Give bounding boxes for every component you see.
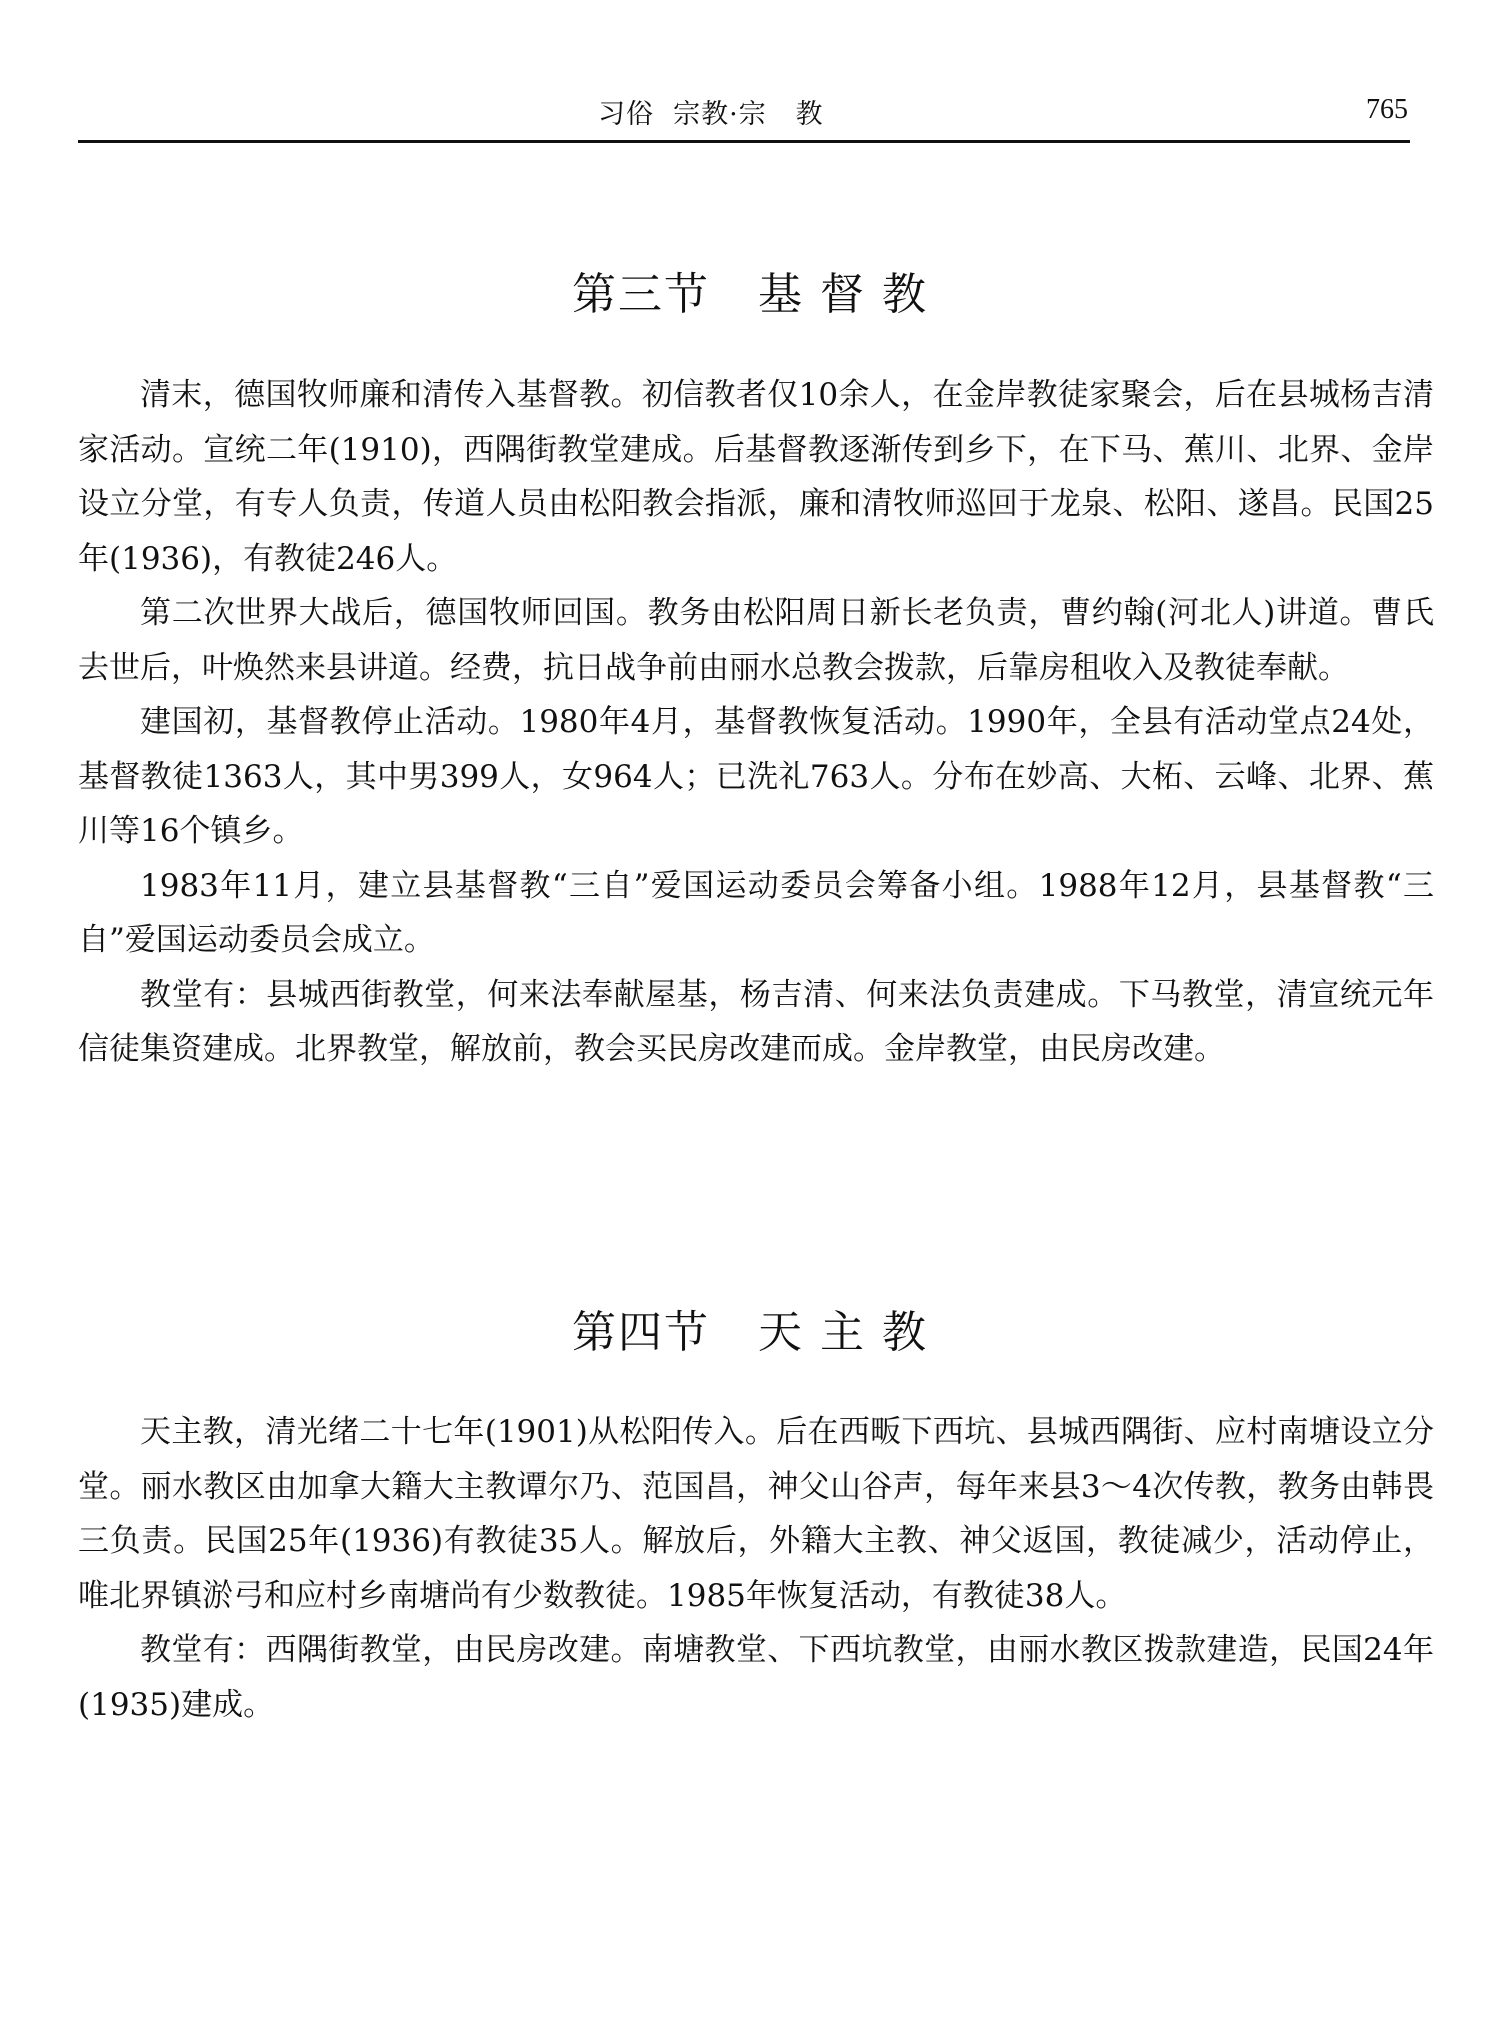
- paragraph: 建国初，基督教停止活动。1980年4月，基督教恢复活动。1990年，全县有活动堂点24处，基督教徒1363人，其中男399人，女964人；已洗礼763人。分布在妙高、大柘、云峰、北界、蕉川等16个镇乡。: [78, 704, 1434, 849]
- running-header: [78, 88, 1410, 143]
- section-heading-christianity: 第三节 基 督 教: [572, 269, 928, 320]
- paragraph: 教堂有：县城西街教堂，何来法奉献屋基，杨吉清、何来法负责建成。下马教堂，清宣统元年信徒集资建成。北界教堂，解放前，教会买民房改建而成。金岸教堂，由民房改建。: [78, 976, 1434, 1067]
- section-body-christianity: [78, 368, 1434, 1077]
- paragraph: 1983年11月，建立县基督教“三自”爱国运动委员会筹备小组。1988年12月，县基督教“三自”爱国运动委员会成立。: [78, 867, 1434, 958]
- running-title: 习俗 宗教·宗 教: [598, 99, 824, 130]
- section-heading-catholicism: 第四节 天 主 教: [572, 1307, 928, 1358]
- paragraph: 教堂有：西隅街教堂，由民房改建。南塘教堂、下西坑教堂，由丽水教区拨款建造，民国24年(1935)建成。: [78, 1632, 1434, 1723]
- paragraph: 清末，德国牧师廉和清传入基督教。初信教者仅10余人，在金岸教徒家聚会，后在县城杨吉清家活动。宣统二年(1910)，西隅街教堂建成。后基督教逐渐传到乡下，在下马、蕉川、北界、金岸设立分堂，有专人负责，传道人员由松阳教会指派，廉和清牧师巡回于龙泉、松阳、遂昌。民国25年(1936)，有教徒246人。: [78, 377, 1434, 577]
- paragraph: 天主教，清光绪二十七年(1901)从松阳传入。后在西畈下西坑、县城西隅街、应村南塘设立分堂。丽水教区由加拿大籍大主教谭尔乃、范国昌，神父山谷声，每年来县3～4次传教，教务由韩畏三负责。民国25年(1936)有教徒35人。解放后，外籍大主教、神父返国，教徒减少，活动停止，唯北界镇淤弓和应村乡南塘尚有少数教徒。1985年恢复活动，有教徒38人。: [78, 1414, 1434, 1614]
- paragraph: 第二次世界大战后，德国牧师回国。教务由松阳周日新长老负责，曹约翰(河北人)讲道。曹氏去世后，叶焕然来县讲道。经费，抗日战争前由丽水总教会拨款，后靠房租收入及教徒奉献。: [78, 595, 1434, 686]
- section-body-catholicism: [78, 1405, 1434, 1732]
- page-number: 765: [1366, 94, 1408, 125]
